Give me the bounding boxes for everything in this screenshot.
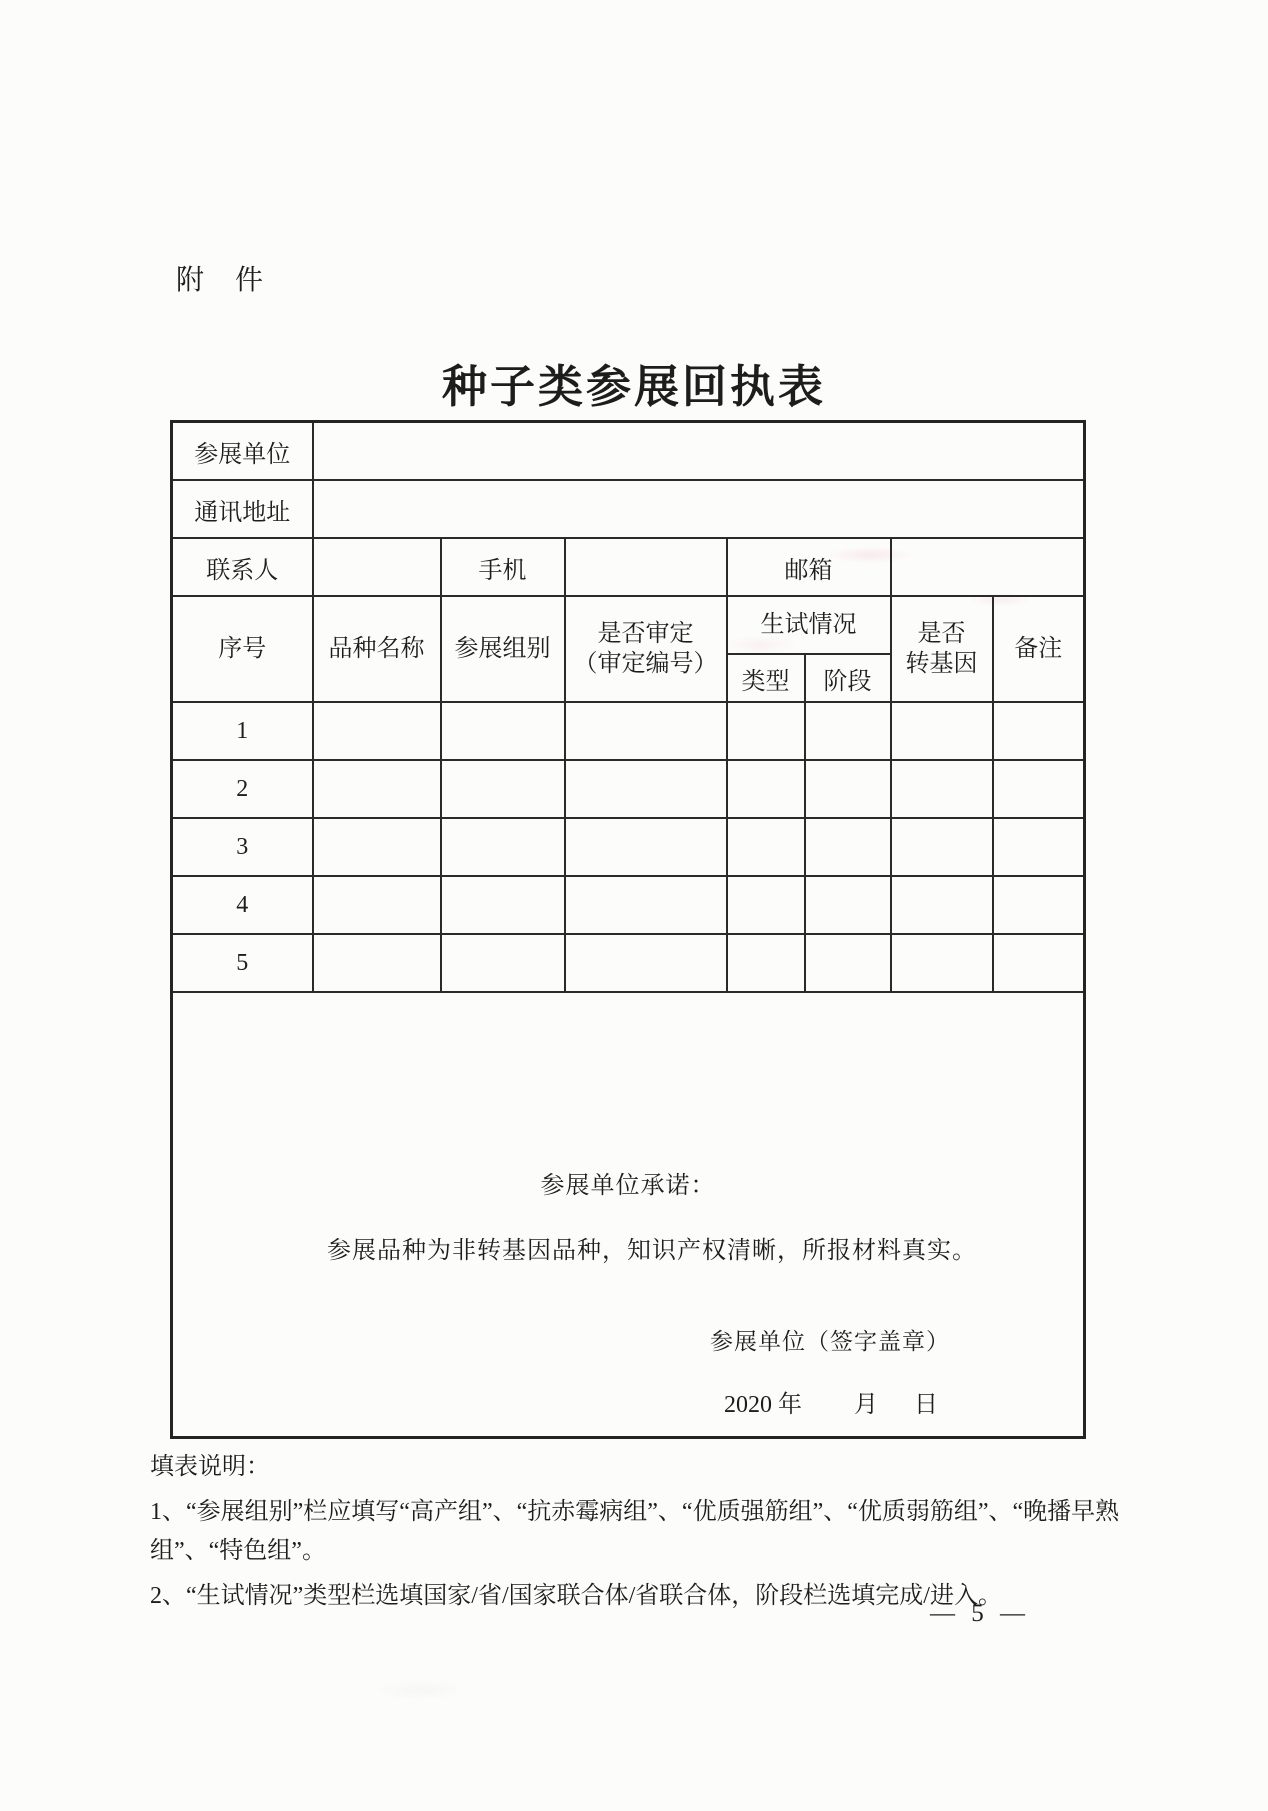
empty-cell xyxy=(441,760,565,818)
date-year: 2020 年 xyxy=(724,1392,802,1418)
header-cell-trial-type: 类型 xyxy=(727,654,805,702)
address-label-cell: 通讯地址 xyxy=(172,480,313,538)
empty-cell xyxy=(891,702,993,760)
contact-value-cell xyxy=(313,538,441,596)
empty-cell xyxy=(313,876,441,934)
exhibitor-row xyxy=(172,422,1085,481)
date-line xyxy=(710,1384,950,1419)
header-cell-group: 参展组别 xyxy=(441,596,565,702)
exhibitor-value-cell xyxy=(313,422,1085,481)
signature-line: 参展单位（签字盖章） xyxy=(710,1329,950,1354)
empty-cell xyxy=(727,760,805,818)
empty-cell xyxy=(805,876,891,934)
empty-cell xyxy=(727,702,805,760)
exhibitor-label-cell: 参展单位 xyxy=(172,422,313,481)
empty-cell xyxy=(565,876,727,934)
contact-label-cell: 联系人 xyxy=(172,538,313,596)
empty-cell xyxy=(313,702,441,760)
table-row xyxy=(172,818,1085,876)
header-cell-variety: 品种名称 xyxy=(313,596,441,702)
seq-cell: 1 xyxy=(172,702,313,760)
empty-cell xyxy=(313,934,441,992)
empty-cell xyxy=(565,934,727,992)
table-row xyxy=(172,702,1085,760)
commitment-cell xyxy=(172,992,1085,1438)
header-cell-remark: 备注 xyxy=(993,596,1085,702)
empty-cell xyxy=(891,818,993,876)
empty-cell xyxy=(993,760,1085,818)
seq-cell: 3 xyxy=(172,818,313,876)
empty-cell xyxy=(565,702,727,760)
empty-cell xyxy=(727,876,805,934)
table-header-row xyxy=(172,596,1085,654)
gmo-line2: 转基因 xyxy=(905,651,978,677)
mobile-value-cell xyxy=(565,538,727,596)
page-number: — 5 — xyxy=(930,1600,1030,1627)
empty-cell xyxy=(313,818,441,876)
table-row xyxy=(172,934,1085,992)
approval-line2: （审定编号） xyxy=(573,651,718,677)
empty-cell xyxy=(313,760,441,818)
commitment-row xyxy=(172,992,1085,1438)
empty-cell xyxy=(891,760,993,818)
table-row xyxy=(172,876,1085,934)
commitment-body: 参展品种为非转基因品种，知识产权清晰，所报材料真实。 xyxy=(327,1237,978,1264)
empty-cell xyxy=(565,760,727,818)
form-table xyxy=(170,420,1086,1439)
commitment-heading: 参展单位承诺： xyxy=(540,1172,716,1199)
signature-block xyxy=(710,1323,950,1419)
empty-cell xyxy=(727,818,805,876)
email-value-cell xyxy=(891,538,1085,596)
date-day: 日 xyxy=(914,1392,938,1418)
attachment-label: 附 件 xyxy=(176,265,276,296)
email-label-cell: 邮箱 xyxy=(727,538,891,596)
empty-cell xyxy=(993,934,1085,992)
header-cell-trial-stage: 阶段 xyxy=(805,654,891,702)
gmo-line1: 是否 xyxy=(917,621,966,647)
seq-cell: 4 xyxy=(172,876,313,934)
notes-section xyxy=(150,1448,1154,1616)
empty-cell xyxy=(441,876,565,934)
note-item: 1、“参展组别”栏应填写“高产组”、“抗赤霉病组”、“优质强筋组”、“优质弱筋组”、“晚播早熟组”、“特色组”。 xyxy=(150,1499,1120,1564)
address-row xyxy=(172,480,1085,538)
empty-cell xyxy=(727,934,805,992)
empty-cell xyxy=(993,818,1085,876)
notes-heading: 填表说明： xyxy=(150,1454,270,1480)
empty-cell xyxy=(993,876,1085,934)
empty-cell xyxy=(441,818,565,876)
empty-cell xyxy=(805,702,891,760)
address-value-cell xyxy=(313,480,1085,538)
empty-cell xyxy=(805,760,891,818)
empty-cell xyxy=(891,934,993,992)
contact-row xyxy=(172,538,1085,596)
table-row xyxy=(172,760,1085,818)
empty-cell xyxy=(805,818,891,876)
date-month: 月 xyxy=(854,1392,878,1418)
note-item: 2、“生试情况”类型栏选填国家/省/国家联合体/省联合体，阶段栏选填完成/进入。 xyxy=(150,1583,1002,1609)
empty-cell xyxy=(441,934,565,992)
approval-line1: 是否审定 xyxy=(597,621,694,647)
empty-cell xyxy=(891,876,993,934)
mobile-label-cell: 手机 xyxy=(441,538,565,596)
form-title: 种子类参展回执表 xyxy=(441,362,826,412)
header-cell-seq: 序号 xyxy=(172,596,313,702)
empty-cell xyxy=(441,702,565,760)
empty-cell xyxy=(565,818,727,876)
empty-cell xyxy=(805,934,891,992)
header-cell-approval xyxy=(565,596,727,702)
header-cell-gmo xyxy=(891,596,993,702)
empty-cell xyxy=(993,702,1085,760)
seq-cell: 5 xyxy=(172,934,313,992)
header-cell-trial-status: 生试情况 xyxy=(727,596,891,654)
seq-cell: 2 xyxy=(172,760,313,818)
